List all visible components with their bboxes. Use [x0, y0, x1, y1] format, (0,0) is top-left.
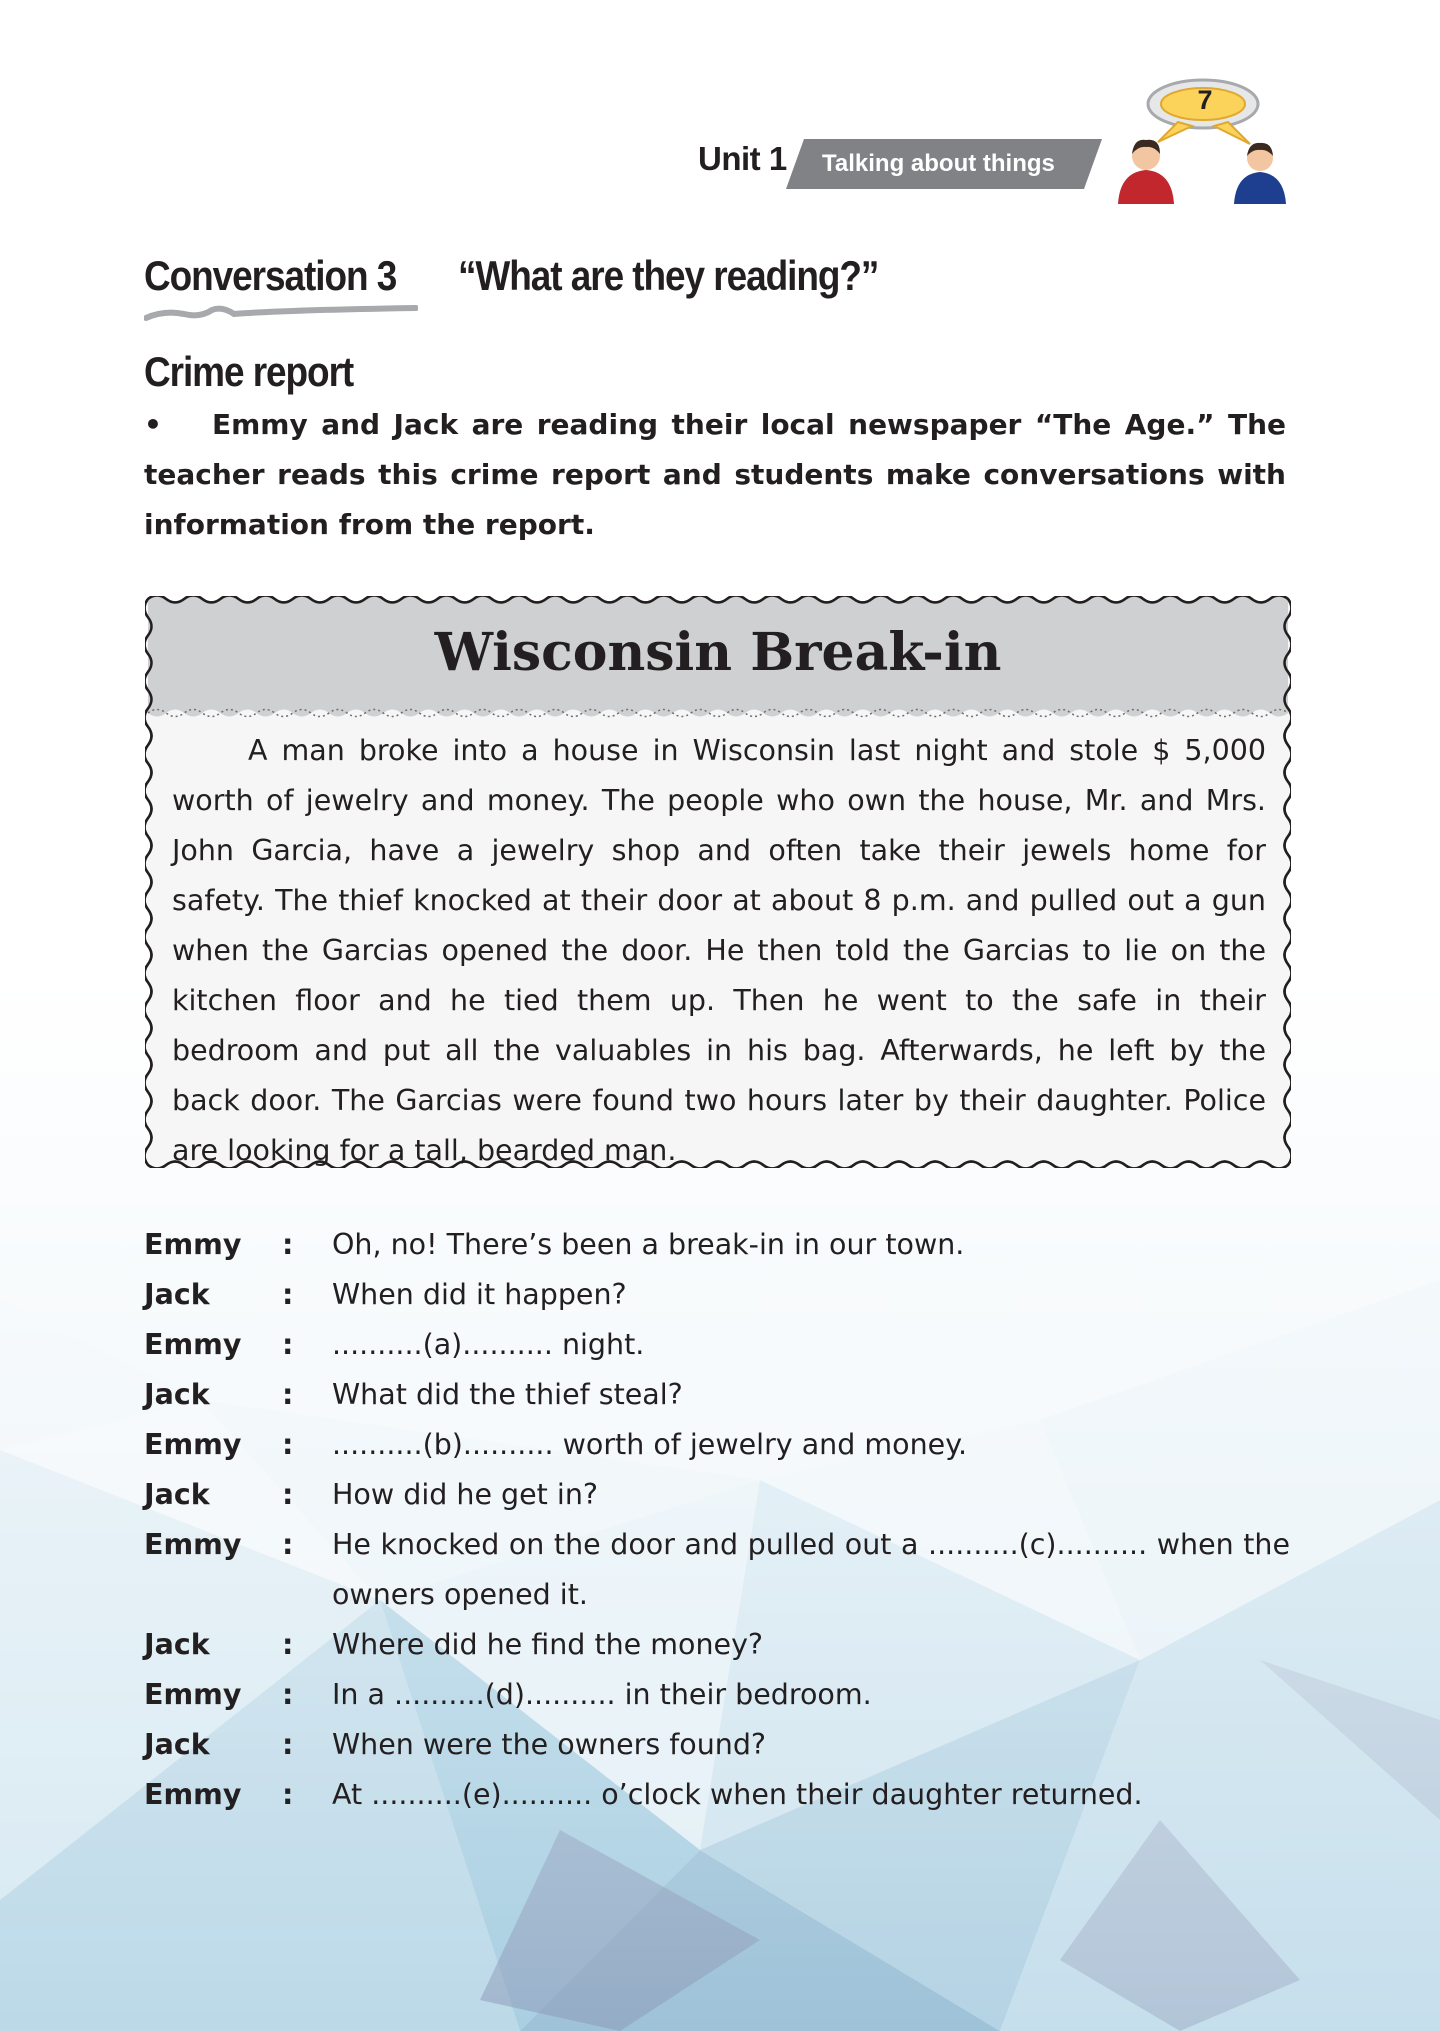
page-number: 7 — [1197, 85, 1213, 115]
dialogue-text: ..........(a).......... night. — [332, 1328, 645, 1361]
dialogue-line — [144, 1620, 1290, 1670]
separator: : — [282, 1428, 294, 1461]
conversation-title: “What are they reading?” — [458, 252, 879, 299]
separator: : — [282, 1278, 294, 1311]
dialogue-line — [144, 1720, 1290, 1770]
article-body — [172, 726, 1266, 1176]
speaker-name: Emmy — [144, 1778, 242, 1811]
separator: : — [282, 1728, 294, 1761]
speaker-name: Emmy — [144, 1328, 242, 1361]
dialogue-line — [144, 1320, 1290, 1370]
dialogue-line — [144, 1770, 1290, 1820]
dialogue-text: When did it happen? — [332, 1278, 627, 1311]
dialogue-line — [144, 1220, 1290, 1270]
article-title: Wisconsin Break-in — [434, 622, 1002, 683]
speaker-name: Jack — [144, 1728, 210, 1761]
separator: : — [282, 1328, 294, 1361]
section-title: Crime report — [144, 348, 354, 395]
speaker-name: Jack — [144, 1278, 210, 1311]
dialogue-text: ..........(b).......... worth of jewelry and money. — [332, 1428, 968, 1461]
underline-swash — [144, 302, 418, 326]
article-text: A man broke into a house in Wisconsin last night and stole $ 5,000 worth of jewelry and money. The people who own the house, Mr. and Mrs. John Garcia, have a jewelry shop and often take their jewels home for safety. The thief knocked at their door at about 8 p.m. and pulled out a gun when the Garcias opened the door. He then told the Garcias to lie on the kitchen floor and he tied them up. Then he went to the safe in their bedroom and put all the valuables in his bag. Afterwards, he left by the back door. The Garcias were found two hours later by their daughter. Police are looking for a tall, bearded man. — [172, 734, 1266, 1167]
intro-text: Emmy and Jack are reading their local newspaper “The Age.” The teacher reads this crime report and students make conversations with information from the report. — [144, 408, 1286, 541]
separator: : — [282, 1628, 294, 1661]
dialogue-line — [144, 1370, 1290, 1420]
unit-label: Unit 1 — [698, 140, 787, 177]
speaker-name: Emmy — [144, 1528, 242, 1561]
dialogue-line — [144, 1520, 1290, 1620]
speaker-name: Emmy — [144, 1678, 242, 1711]
dialogue-text: He knocked on the door and pulled out a ..........(c).......... when the owners opened it. — [332, 1528, 1290, 1611]
dialogue — [144, 1220, 1290, 1820]
dialogue-text: In a ..........(d).......... in their bedroom. — [332, 1678, 872, 1711]
separator: : — [282, 1478, 294, 1511]
dialogue-text: What did the thief steal? — [332, 1378, 683, 1411]
dialogue-text: How did he get in? — [332, 1478, 599, 1511]
dialogue-line — [144, 1270, 1290, 1320]
dialogue-text: At ..........(e).......... o’clock when their daughter returned. — [332, 1778, 1143, 1811]
dialogue-line — [144, 1420, 1290, 1470]
separator: : — [282, 1378, 294, 1411]
separator: : — [282, 1678, 294, 1711]
separator: : — [282, 1528, 294, 1561]
unit-subtitle: Talking about things — [822, 150, 1055, 177]
speaker-name: Jack — [144, 1478, 210, 1511]
speaker-name: Jack — [144, 1378, 210, 1411]
dialogue-line — [144, 1670, 1290, 1720]
speaker-name: Jack — [144, 1628, 210, 1661]
speaker-name: Emmy — [144, 1228, 242, 1261]
dialogue-text: Where did he find the money? — [332, 1628, 764, 1661]
conversation-label: Conversation 3 — [144, 252, 397, 299]
intro-paragraph — [144, 400, 1286, 550]
dialogue-line — [144, 1470, 1290, 1520]
dialogue-text: Oh, no! There’s been a break-in in our town. — [332, 1228, 965, 1261]
separator: : — [282, 1228, 294, 1261]
speaker-name: Emmy — [144, 1428, 242, 1461]
bullet: • — [144, 408, 162, 441]
dialogue-text: When were the owners found? — [332, 1728, 767, 1761]
separator: : — [282, 1778, 294, 1811]
